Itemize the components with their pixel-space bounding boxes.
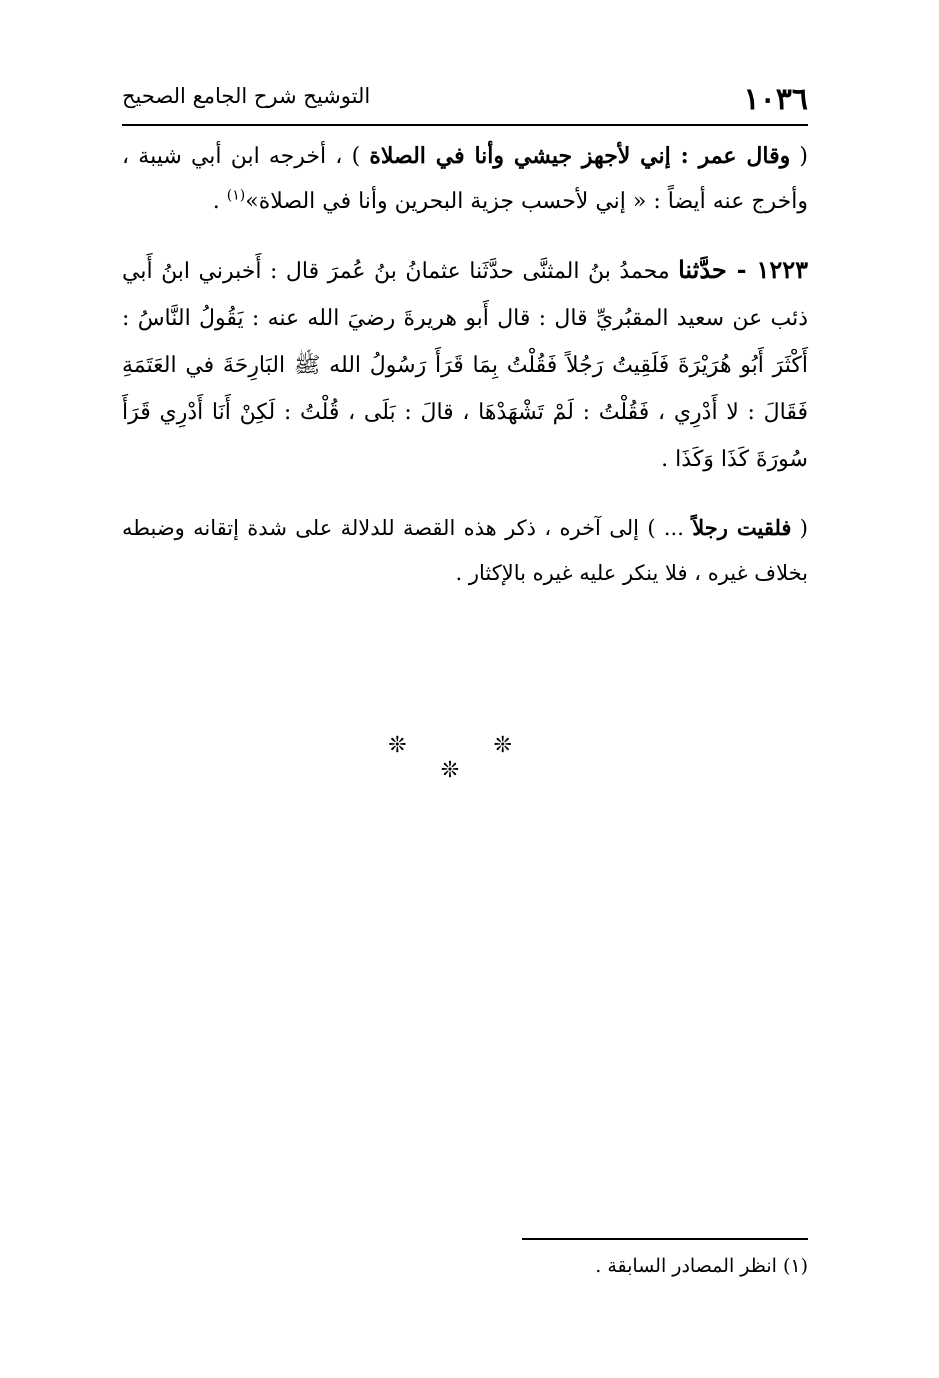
section-separator: ❊ ❊ ❊ <box>388 733 552 783</box>
paragraph-end: . <box>212 189 227 214</box>
hadith-number: ١٢٢٣ - حدَّثنا <box>678 255 808 284</box>
hadith-text: محمدُ بنُ المثنَّى حدَّثَنا عثمانُ بنُ عُمرَ قال : أَخبرني ابنُ أَبي ذئب عن سعيد المقبُريِّ قال : قال أَبو هريرةَ رضيَ الله عنه : يَقُولُ النَّاسُ : أَكْثَرَ أَبُو هُرَيْرَةَ فَلَقِيتُ رَجُلاً فَقُلْتُ بِمَا قَرَأَ رَسُولُ الله ﷺ البَارِحَةَ في العَتَمَةِ فَقَالَ : لا أَدْرِي ، فَقُلْتُ : لَمْ تَشْهَدْهَا ، قالَ : بَلَى ، قُلْتُ : لَكِنْ أَنَا أَدْرِي قَرَأَ سُورَةَ كَذَا وَكَذَا . <box>122 259 808 472</box>
footnote-rule <box>522 1238 808 1240</box>
open-paren: ( <box>790 144 808 169</box>
quote-bold: وقال عمر : إني لأجهز جيشي وأنا في الصلاة <box>369 143 791 169</box>
commentary-open: ( <box>791 516 808 540</box>
commentary-rest: ... ) إلى آخره ، ذكر هذه القصة للدلالة على شدة إتقانه وضبطه بخلاف غيره ، فلا ينكر عليه غيره بالإكثار . <box>122 516 808 585</box>
page-number: ١٠٣٦ <box>743 82 808 117</box>
hadith-paragraph <box>122 246 808 483</box>
page-body <box>122 80 808 596</box>
commentary-paragraph <box>122 505 808 596</box>
running-header <box>122 80 808 126</box>
paragraph-umar-quote <box>122 134 808 224</box>
footnote: (١) انظر المصادر السابقة . <box>595 1255 808 1277</box>
running-title: التوشيح شرح الجامع الصحيح <box>122 84 371 108</box>
quote-rest: ) ، أخرجه ابن أبي شيبة ، وأخرج عنه أيضاً : « إني لأحسب جزية البحرين وأنا في الصلاة» <box>122 144 808 214</box>
commentary-bold: فلقيت رجلاً <box>692 515 792 540</box>
footnote-reference[interactable]: (١) <box>226 187 246 204</box>
